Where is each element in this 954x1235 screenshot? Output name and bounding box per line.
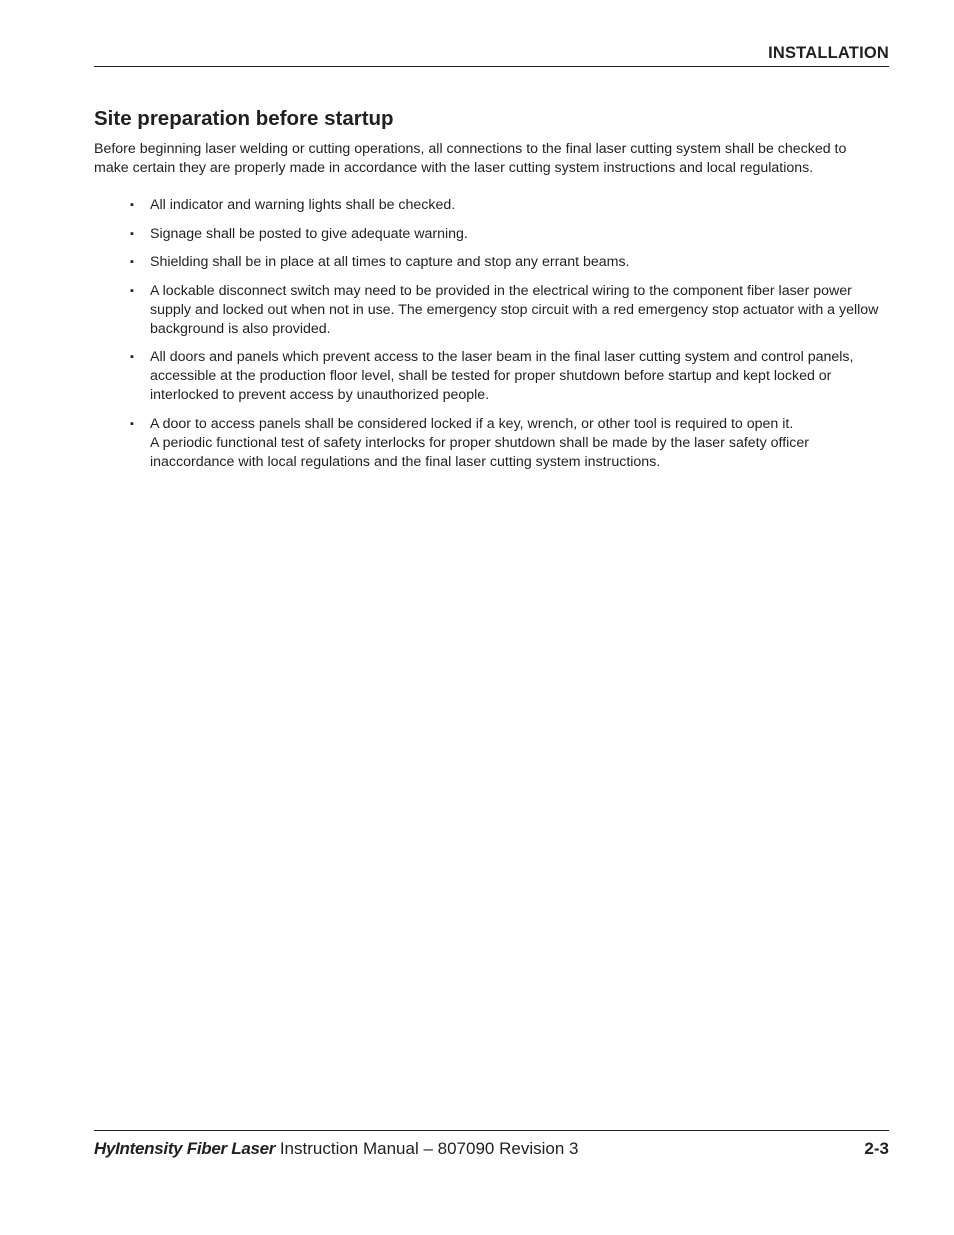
list-item-text: All indicator and warning lights shall be checked. xyxy=(150,197,456,213)
requirements-list xyxy=(94,196,889,472)
bullet-icon: ▪ xyxy=(130,227,134,240)
list-item xyxy=(130,225,884,244)
list-item xyxy=(130,282,884,339)
list-item-text: A lockable disconnect switch may need to be provided in the electrical wiring to the component fiber laser power supply and locked out when not in use. The emergency stop circuit with a red emergency stop actuator with a yellow background is also provided. xyxy=(150,282,879,337)
list-item-text: All doors and panels which prevent access to the laser beam in the final laser cutting system and control panels, accessible at the production floor level, shall be tested for proper shutdown before startup and kept locked or interlocked to prevent access by unauthorized people. xyxy=(150,349,854,403)
page-header xyxy=(94,42,889,67)
footer-document-info xyxy=(94,1139,578,1159)
footer-manual-info: Instruction Manual – 807090 Revision 3 xyxy=(275,1139,579,1158)
list-item-text: Shielding shall be in place at all times to capture and stop any errant beams. xyxy=(150,254,630,270)
footer-product-name: HyIntensity Fiber Laser xyxy=(94,1139,276,1158)
list-item-text: A door to access panels shall be considered locked if a key, wrench, or other tool is required to open it. A periodic functional test of safety interlocks for proper shutdown shall be made by the laser safety officer inaccordance with local regulations and the final laser cutting system instructions. xyxy=(150,415,810,470)
list-item xyxy=(130,415,884,472)
list-item xyxy=(130,348,884,405)
page-footer xyxy=(94,1130,889,1163)
bullet-icon: ▪ xyxy=(130,417,134,430)
list-item-text: Signage shall be posted to give adequate warning. xyxy=(150,225,468,242)
list-item xyxy=(130,196,884,215)
page-title: Site preparation before startup xyxy=(94,107,394,130)
bullet-icon: ▪ xyxy=(130,256,134,268)
bullet-icon: ▪ xyxy=(130,351,134,363)
page-number: 2-3 xyxy=(864,1139,889,1158)
section-title: INSTALLATION xyxy=(768,44,889,62)
bullet-icon: ▪ xyxy=(130,199,134,211)
intro-paragraph: Before beginning laser welding or cutting operations, all connections to the final laser cutting system shall be checked to make certain they are properly made in accordance with the laser cutting system instructions and local regulations. xyxy=(94,141,847,176)
main-content xyxy=(94,106,889,481)
list-item xyxy=(130,253,884,272)
bullet-icon: ▪ xyxy=(130,284,134,297)
